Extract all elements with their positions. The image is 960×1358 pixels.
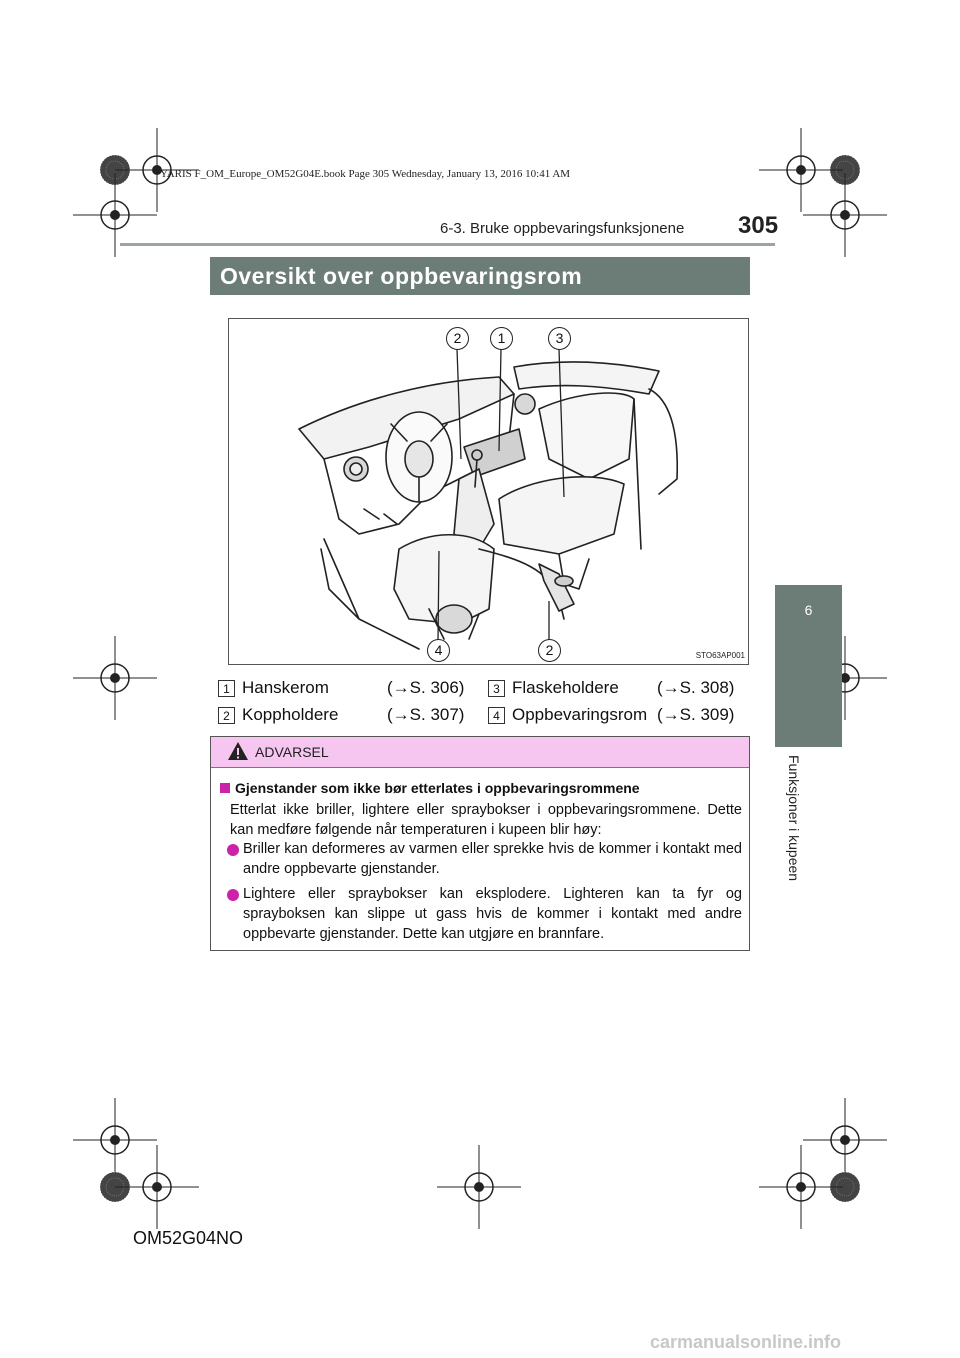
- callout-top-3: 3: [548, 327, 571, 350]
- legend-label: Hanskerom: [242, 678, 329, 697]
- warning-bullet-2: Lightere eller spraybokser kan eksplodere. Lighteren kan ta fyr og sprayboksen kan slippe ut gass hvis de kommer i kontakt med andre oppbevarte gjenstander. Dette kan utgjøre en brannfare.: [243, 886, 742, 942]
- warning-intro: Etterlat ikke briller, lightere eller spraybokser i oppbevaringsrommene. Dette kan medføre følgende når temperaturen i kupeen blir høy:: [230, 802, 742, 838]
- legend-label: Flaskeholdere: [512, 678, 619, 697]
- legend-label: Koppholdere: [242, 705, 339, 724]
- legend-item-4: [488, 705, 505, 725]
- chapter-number: 6: [804, 602, 813, 618]
- warning-icon: [227, 741, 249, 761]
- book-info-line: YARIS F_OM_Europe_OM52G04E.book Page 305 Wednesday, January 13, 2016 10:41 AM: [160, 168, 571, 180]
- header-rule: [120, 243, 775, 246]
- chapter-label: [786, 755, 806, 895]
- legend-number: 3: [488, 680, 505, 697]
- car-interior-drawing: [229, 319, 748, 664]
- warning-subheading-text: Gjenstander som ikke bør etterlates i oppbevaringsrommene: [235, 780, 640, 796]
- legend-item-1: [218, 678, 235, 698]
- callout-top-2: 1: [490, 327, 513, 350]
- title-bar: [210, 257, 750, 295]
- legend-item-3: [488, 678, 505, 698]
- page-title: Oversikt over oppbevaringsrom: [220, 263, 583, 289]
- warning-bullet-1: Briller kan deformeres av varmen eller sprekke hvis de kommer i kontakt med andre oppbevarte gjenstander.: [243, 841, 742, 877]
- legend-label: Oppbevaringsrom: [512, 705, 648, 724]
- legend-number: 1: [218, 680, 235, 697]
- callout-bottom-2: 2: [538, 639, 561, 662]
- document-code: OM52G04NO: [133, 1228, 244, 1248]
- warning-box: [210, 736, 750, 951]
- legend-item-2: [218, 705, 235, 725]
- warning-subheading: [220, 780, 740, 796]
- warning-header: [211, 737, 749, 768]
- legend-ref-link[interactable]: (→S. 309): [657, 705, 735, 724]
- callout-top-1: 2: [446, 327, 469, 350]
- page-number: 305: [738, 212, 779, 239]
- legend-ref-link[interactable]: (→S. 306): [387, 678, 465, 697]
- square-bullet-icon: [220, 783, 230, 793]
- warning-title: ADVARSEL: [255, 744, 329, 760]
- watermark: carmanualsonline.info: [650, 1332, 842, 1352]
- chapter-label-text: Funksjoner i kupeen: [786, 755, 802, 882]
- legend-ref-link[interactable]: (→S. 308): [657, 678, 735, 697]
- bullet-dot-icon: [227, 844, 239, 856]
- legend-ref-link[interactable]: (→S. 307): [387, 705, 465, 724]
- section-label: 6-3. Bruke oppbevaringsfunksjonene: [440, 220, 685, 237]
- callout-bottom-1: 4: [427, 639, 450, 662]
- chapter-tab[interactable]: [775, 585, 842, 747]
- legend-number: 2: [218, 707, 235, 724]
- bullet-dot-icon: [227, 889, 239, 901]
- figure-code: STO63AP001: [695, 651, 745, 660]
- interior-illustration: [228, 318, 749, 665]
- legend-number: 4: [488, 707, 505, 724]
